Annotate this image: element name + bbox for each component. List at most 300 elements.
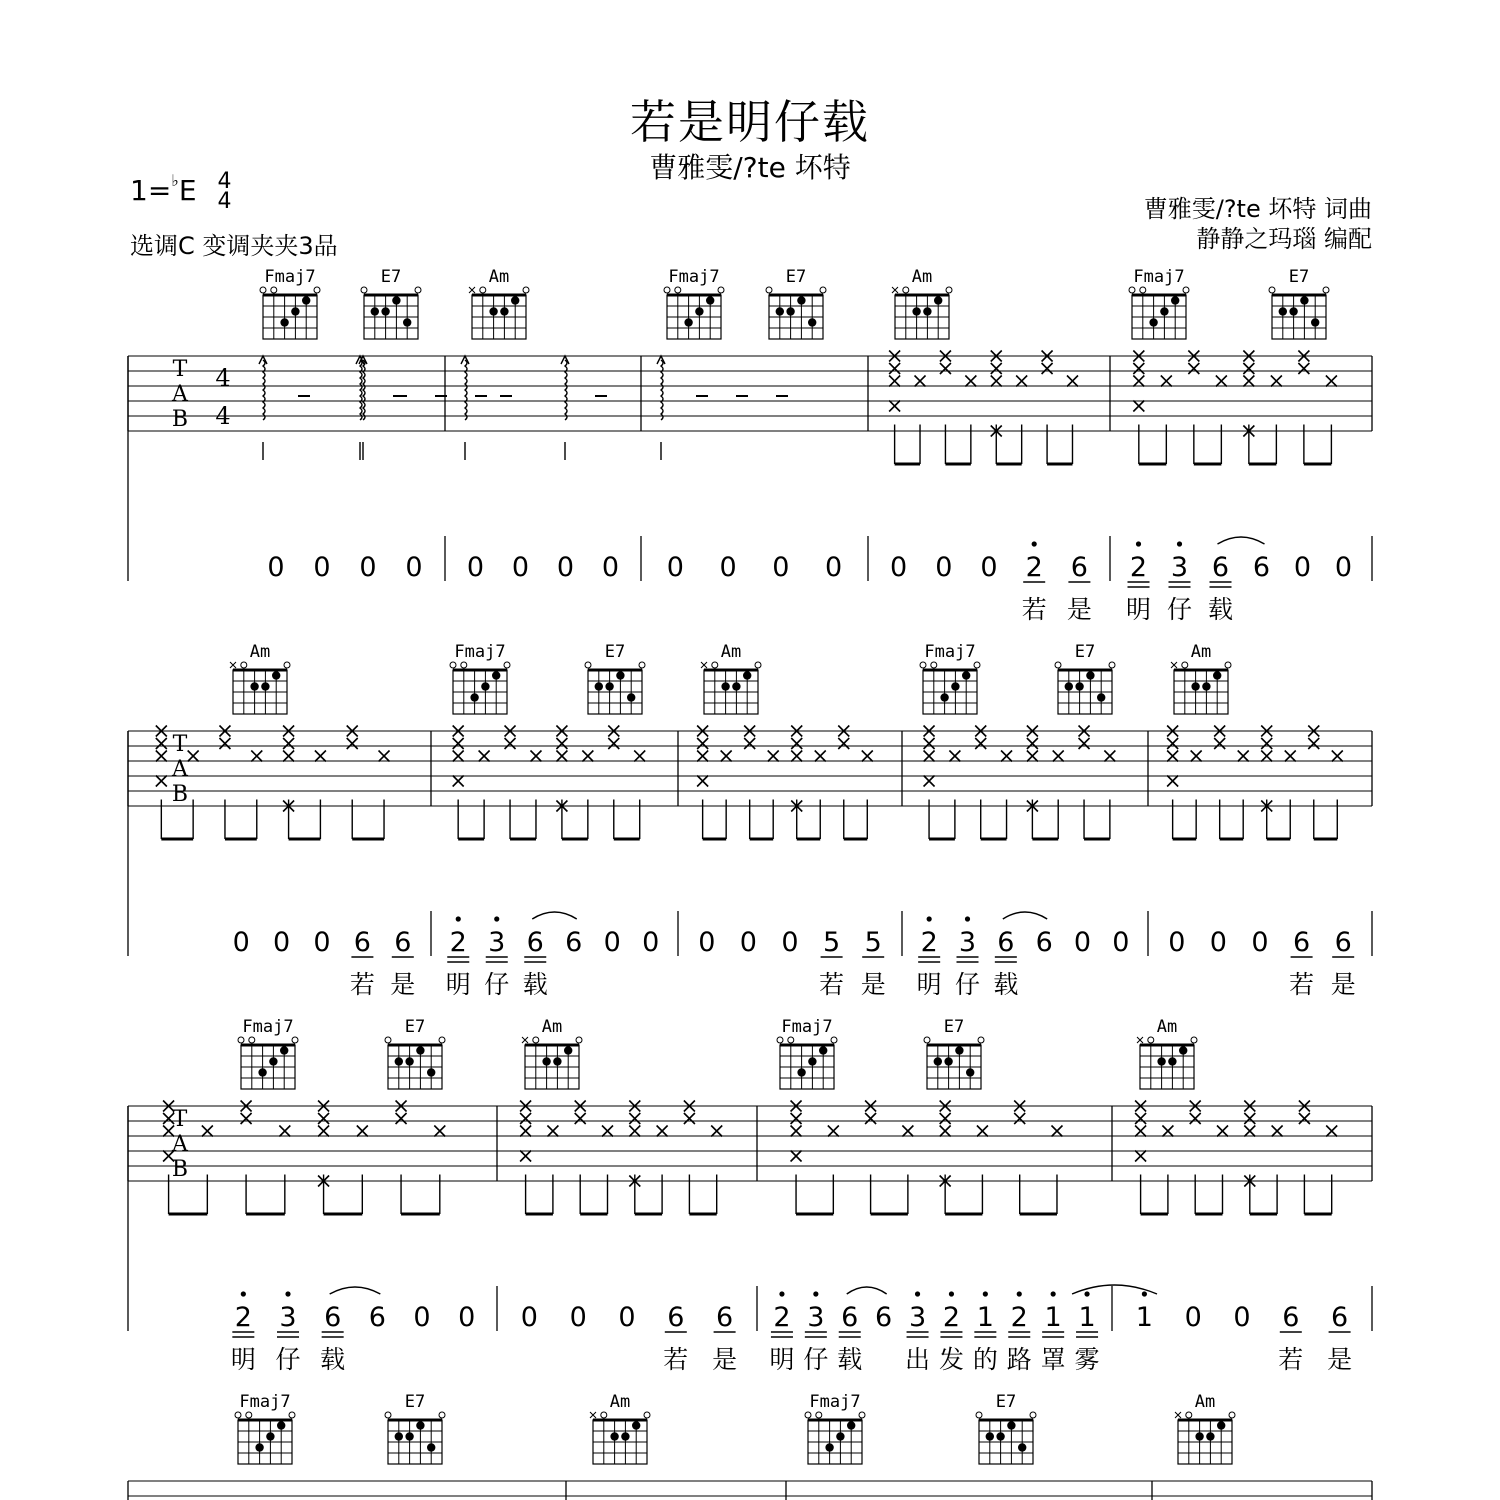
chord-name-label: E7 bbox=[404, 1392, 426, 1412]
finger-dot bbox=[776, 307, 784, 315]
open-string-icon bbox=[755, 662, 761, 668]
chord-name-label: Am bbox=[720, 642, 742, 662]
finger-dot bbox=[405, 1057, 413, 1065]
tab-x-note bbox=[684, 1113, 695, 1124]
chord-diagram-e7 bbox=[385, 1017, 445, 1089]
tab-x-note bbox=[318, 1113, 329, 1124]
octave-dot bbox=[1032, 541, 1037, 546]
tab-x-note bbox=[556, 738, 567, 749]
tab-x-note bbox=[188, 751, 199, 762]
jianpu-note: 0 bbox=[359, 552, 377, 583]
finger-dot bbox=[266, 1432, 274, 1440]
key-prefix: 1= bbox=[130, 174, 172, 207]
finger-dot bbox=[944, 1057, 952, 1065]
finger-dot bbox=[934, 1057, 942, 1065]
finger-dot bbox=[1171, 296, 1179, 304]
finger-dot bbox=[797, 296, 805, 304]
finger-dot bbox=[553, 1057, 561, 1065]
jianpu-note: 2 bbox=[1129, 552, 1148, 583]
tab-x-note bbox=[838, 738, 849, 749]
jianpu-measure bbox=[233, 927, 416, 999]
tab-x-note bbox=[1326, 1126, 1337, 1137]
jianpu-note: 6 bbox=[324, 1302, 342, 1333]
lyric-char: 是 bbox=[1066, 595, 1092, 624]
tab-x-note bbox=[1027, 738, 1038, 749]
chord-name-label: Fmaj7 bbox=[809, 1392, 861, 1412]
open-string-icon bbox=[931, 662, 937, 668]
jianpu-measure bbox=[769, 1285, 1157, 1374]
chord-name-label: Am bbox=[609, 1392, 631, 1412]
jianpu-note: 0 bbox=[466, 552, 485, 583]
finger-dot bbox=[912, 307, 920, 315]
finger-dot bbox=[405, 1432, 413, 1440]
finger-dot bbox=[416, 1046, 424, 1054]
finger-dot bbox=[951, 682, 959, 690]
chord-diagram-fmaj7 bbox=[235, 1392, 295, 1464]
tab-x-note bbox=[283, 738, 294, 749]
tab-x-note bbox=[1217, 1126, 1228, 1137]
tab-x-note bbox=[1244, 1113, 1255, 1124]
jianpu-note: 0 bbox=[1209, 927, 1227, 958]
chord-name-label: E7 bbox=[1074, 642, 1096, 662]
open-string-icon bbox=[831, 1037, 837, 1043]
tab-x-note bbox=[520, 1126, 531, 1137]
finger-dot bbox=[1311, 318, 1319, 326]
jianpu-measure bbox=[1168, 927, 1356, 999]
jianpu-note: 0 bbox=[232, 927, 250, 958]
jianpu-note: 6 bbox=[1282, 1302, 1300, 1333]
arpeggio-icon bbox=[657, 356, 665, 420]
finger-dot bbox=[1206, 1432, 1214, 1440]
tab-x-note bbox=[697, 776, 708, 787]
arpeggio-icon bbox=[461, 356, 469, 420]
credit-arranger: 静静之玛瑙 编配 bbox=[1196, 225, 1372, 253]
finger-dot bbox=[416, 1421, 424, 1429]
open-string-icon bbox=[976, 1412, 982, 1418]
time-bottom: 4 bbox=[217, 189, 232, 214]
lyric-char: 仔 bbox=[1166, 595, 1193, 624]
tab-x-note bbox=[865, 1113, 876, 1124]
octave-dot bbox=[965, 916, 970, 921]
tab-x-note bbox=[1104, 751, 1115, 762]
tab-x-note bbox=[547, 1126, 558, 1137]
tab-x-note bbox=[815, 751, 826, 762]
arpeggio-icon bbox=[259, 356, 267, 420]
octave-dot bbox=[1177, 541, 1182, 546]
tab-x-note bbox=[975, 738, 986, 749]
tab-x-note bbox=[1133, 376, 1144, 387]
tab-x-note bbox=[1135, 1151, 1146, 1162]
jianpu-note: 6 bbox=[841, 1302, 859, 1333]
lyric-char: 载 bbox=[837, 1345, 863, 1374]
open-string-icon bbox=[675, 287, 681, 293]
tab-x-note bbox=[889, 401, 900, 412]
tab-x-note bbox=[156, 751, 167, 762]
octave-dot bbox=[1136, 541, 1141, 546]
chord-diagram-fmaj7 bbox=[260, 267, 320, 339]
tab-x-note bbox=[1027, 751, 1038, 762]
jianpu-note: 0 bbox=[666, 552, 684, 583]
chord-name-label: Am bbox=[249, 642, 271, 662]
jianpu-measure bbox=[1136, 1291, 1352, 1374]
jianpu-note: 0 bbox=[1168, 927, 1186, 958]
jianpu-note: 0 bbox=[267, 552, 285, 583]
tab-x-note bbox=[582, 751, 593, 762]
jianpu-note: 6 bbox=[1252, 552, 1271, 583]
finger-dot bbox=[395, 1432, 403, 1440]
jianpu-note: 0 bbox=[618, 1302, 636, 1333]
open-string-icon bbox=[260, 287, 266, 293]
finger-dot bbox=[605, 682, 613, 690]
open-string-icon bbox=[1229, 1412, 1235, 1418]
chord-diagram-fmaj7 bbox=[777, 1017, 837, 1089]
finger-dot bbox=[1289, 307, 1297, 315]
jianpu-note: 0 bbox=[556, 552, 575, 583]
octave-dot bbox=[1084, 1291, 1089, 1296]
open-string-icon bbox=[289, 1412, 295, 1418]
tab-x-note bbox=[1332, 751, 1343, 762]
tab-x-note bbox=[434, 1126, 445, 1137]
octave-dot bbox=[285, 1291, 290, 1296]
chord-name-label: Fmaj7 bbox=[781, 1017, 833, 1037]
lyric-char: 出 bbox=[905, 1345, 931, 1374]
lyric-char: 载 bbox=[320, 1345, 346, 1374]
open-string-icon bbox=[480, 287, 486, 293]
tab-x-note bbox=[347, 738, 358, 749]
staff-system-3 bbox=[128, 1017, 1372, 1374]
jianpu-measure bbox=[890, 541, 1092, 624]
finger-dot bbox=[481, 682, 489, 690]
jianpu-measure bbox=[1126, 537, 1352, 624]
lyric-char: 载 bbox=[522, 970, 548, 999]
tab-x-note bbox=[629, 1126, 640, 1137]
jianpu-note: 2 bbox=[942, 1302, 961, 1333]
lyric-char: 明 bbox=[916, 970, 942, 999]
finger-dot bbox=[492, 671, 500, 679]
chord-name-label: Am bbox=[1156, 1017, 1178, 1037]
finger-dot bbox=[825, 1443, 833, 1451]
jianpu-measure bbox=[667, 552, 842, 583]
open-string-icon bbox=[241, 662, 247, 668]
staff-system-4 bbox=[128, 1392, 1372, 1500]
jianpu-note: 1 bbox=[1078, 1302, 1096, 1333]
chord-name-label: Fmaj7 bbox=[1133, 267, 1185, 287]
key-note: E bbox=[178, 174, 197, 207]
finger-dot bbox=[1202, 682, 1210, 690]
finger-dot bbox=[695, 307, 703, 315]
tab-x-note bbox=[1188, 363, 1199, 374]
finger-dot bbox=[955, 1046, 963, 1054]
tab-x-note bbox=[744, 738, 755, 749]
open-string-icon bbox=[235, 1412, 241, 1418]
finger-dot bbox=[395, 1057, 403, 1065]
tab-x-note bbox=[608, 738, 619, 749]
finger-dot bbox=[847, 1421, 855, 1429]
chord-name-label: Fmaj7 bbox=[668, 267, 720, 287]
jianpu-note: 0 bbox=[520, 1302, 538, 1333]
lyric-char: 若 bbox=[349, 970, 375, 999]
tab-x-note bbox=[791, 1151, 802, 1162]
open-string-icon bbox=[1225, 662, 1231, 668]
chord-diagram-am bbox=[1137, 1017, 1197, 1089]
finger-dot bbox=[1168, 1057, 1176, 1065]
open-string-icon bbox=[576, 1037, 582, 1043]
jianpu-note: 0 bbox=[980, 552, 998, 583]
tab-x-note bbox=[219, 738, 230, 749]
tab-x-note bbox=[241, 1113, 252, 1124]
tab-x-note bbox=[556, 751, 567, 762]
lyric-char: 仔 bbox=[954, 970, 981, 999]
tie-arc bbox=[532, 912, 577, 919]
lyric-char: 若 bbox=[1289, 970, 1315, 999]
jianpu-note: 6 bbox=[526, 927, 544, 958]
finger-dot bbox=[280, 1046, 288, 1054]
jianpu-note: 6 bbox=[353, 927, 371, 958]
tab-x-note bbox=[1016, 376, 1027, 387]
tab-x-note bbox=[479, 751, 490, 762]
jianpu-note: 5 bbox=[823, 927, 841, 958]
open-string-icon bbox=[718, 287, 724, 293]
open-string-icon bbox=[284, 662, 290, 668]
jianpu-note: 0 bbox=[273, 927, 291, 958]
tab-clef-label: T bbox=[172, 357, 188, 382]
finger-dot bbox=[1007, 1421, 1015, 1429]
tab-x-note bbox=[1261, 751, 1272, 762]
jianpu-note: 6 bbox=[667, 1302, 685, 1333]
muted-string-icon bbox=[1175, 1412, 1181, 1418]
tab-x-note bbox=[1162, 1126, 1173, 1137]
tab-x-note bbox=[1051, 1126, 1062, 1137]
finger-dot bbox=[1075, 682, 1083, 690]
octave-dot bbox=[983, 1291, 988, 1296]
tab-x-note bbox=[1042, 363, 1053, 374]
tab-x-note bbox=[357, 1126, 368, 1137]
tab-time-top: 4 bbox=[215, 364, 231, 392]
octave-dot bbox=[1142, 1291, 1147, 1296]
jianpu-note: 3 bbox=[908, 1302, 927, 1333]
jianpu-note: 0 bbox=[1293, 552, 1312, 583]
time-top: 4 bbox=[217, 169, 232, 194]
chord-diagram-am bbox=[1175, 1392, 1235, 1464]
finger-dot bbox=[743, 671, 751, 679]
jianpu-measure bbox=[467, 552, 619, 583]
open-string-icon bbox=[533, 1037, 539, 1043]
tab-x-note bbox=[924, 751, 935, 762]
open-string-icon bbox=[712, 662, 718, 668]
lyric-char: 载 bbox=[993, 970, 1019, 999]
jianpu-note: 2 bbox=[449, 927, 467, 958]
lyric-char: 若 bbox=[1278, 1345, 1304, 1374]
jianpu-measure bbox=[521, 1302, 737, 1374]
tab-x-note bbox=[862, 751, 873, 762]
chord-name-label: E7 bbox=[380, 267, 402, 287]
muted-string-icon bbox=[1171, 662, 1177, 668]
open-string-icon bbox=[1186, 1412, 1192, 1418]
open-string-icon bbox=[859, 1412, 865, 1418]
finger-dot bbox=[940, 693, 948, 701]
tab-x-note bbox=[791, 751, 802, 762]
open-string-icon bbox=[238, 1037, 244, 1043]
tab-x-note bbox=[991, 376, 1002, 387]
jianpu-note: 0 bbox=[1233, 1302, 1251, 1333]
lyric-char: 是 bbox=[1327, 1345, 1353, 1374]
open-string-icon bbox=[974, 662, 980, 668]
tab-x-note bbox=[940, 1126, 951, 1137]
jianpu-note: 1 bbox=[1135, 1302, 1153, 1333]
lyric-char: 罩 bbox=[1040, 1345, 1066, 1374]
chord-name-label: Am bbox=[541, 1017, 563, 1037]
tab-x-note bbox=[283, 751, 294, 762]
tab-clef-label: T bbox=[172, 1107, 188, 1132]
jianpu-note: 3 bbox=[279, 1302, 297, 1333]
tab-x-note bbox=[1067, 376, 1078, 387]
tab-x-note bbox=[1190, 1113, 1201, 1124]
finger-dot bbox=[291, 307, 299, 315]
finger-dot bbox=[258, 1068, 266, 1076]
chord-diagram-am bbox=[590, 1392, 650, 1464]
tab-x-note bbox=[530, 751, 541, 762]
finger-dot bbox=[255, 1443, 263, 1451]
finger-dot bbox=[808, 318, 816, 326]
tab-clef-label: B bbox=[171, 782, 189, 807]
finger-dot bbox=[427, 1443, 435, 1451]
tab-x-note bbox=[915, 376, 926, 387]
open-string-icon bbox=[639, 662, 645, 668]
jianpu-note: 0 bbox=[719, 552, 737, 583]
finger-dot bbox=[500, 307, 508, 315]
tab-clef-label: A bbox=[172, 1132, 188, 1157]
jianpu-note: 6 bbox=[1035, 927, 1053, 958]
tab-x-note bbox=[1216, 376, 1227, 387]
open-string-icon bbox=[920, 662, 926, 668]
tab-x-note bbox=[520, 1151, 531, 1162]
tab-x-note bbox=[1272, 1126, 1283, 1137]
chord-name-label: Am bbox=[1190, 642, 1212, 662]
jianpu-note: 0 bbox=[1184, 1302, 1202, 1333]
tab-x-note bbox=[156, 776, 167, 787]
tab-x-note bbox=[1261, 738, 1272, 749]
finger-dot bbox=[595, 682, 603, 690]
chord-diagram-e7 bbox=[585, 642, 645, 714]
open-string-icon bbox=[439, 1037, 445, 1043]
open-string-icon bbox=[1055, 662, 1061, 668]
jianpu-note: 0 bbox=[569, 1302, 587, 1333]
tab-x-note bbox=[1079, 738, 1090, 749]
tab-x-note bbox=[697, 751, 708, 762]
finger-dot bbox=[1160, 307, 1168, 315]
muted-string-icon bbox=[590, 1412, 596, 1418]
finger-dot bbox=[786, 307, 794, 315]
finger-dot bbox=[732, 682, 740, 690]
jianpu-note: 0 bbox=[642, 927, 660, 958]
finger-dot bbox=[819, 1046, 827, 1054]
tab-clef-label: T bbox=[172, 732, 188, 757]
chord-diagram-fmaj7 bbox=[238, 1017, 298, 1089]
finger-dot bbox=[1191, 682, 1199, 690]
finger-dot bbox=[1179, 1046, 1187, 1054]
tab-x-note bbox=[202, 1126, 213, 1137]
chord-name-label: E7 bbox=[404, 1017, 426, 1037]
chord-diagram-am bbox=[230, 642, 290, 714]
chord-diagram-e7 bbox=[1055, 642, 1115, 714]
octave-dot bbox=[241, 1291, 246, 1296]
jianpu-note: 0 bbox=[739, 927, 757, 958]
tab-x-note bbox=[602, 1126, 613, 1137]
finger-dot bbox=[392, 296, 400, 304]
tab-x-note bbox=[1191, 751, 1202, 762]
lyric-char: 是 bbox=[712, 1345, 738, 1374]
chord-name-label: Fmaj7 bbox=[264, 267, 316, 287]
finger-dot bbox=[1149, 318, 1157, 326]
jianpu-measure bbox=[446, 912, 660, 999]
jianpu-note: 0 bbox=[772, 552, 790, 583]
finger-dot bbox=[261, 682, 269, 690]
lyric-char: 是 bbox=[860, 970, 886, 999]
open-string-icon bbox=[361, 287, 367, 293]
jianpu-note: 6 bbox=[1331, 1302, 1349, 1333]
chord-name-label: E7 bbox=[995, 1392, 1017, 1412]
chord-name-label: Am bbox=[911, 267, 933, 287]
lyric-char: 仔 bbox=[275, 1345, 301, 1374]
jianpu-measure bbox=[698, 927, 886, 999]
jianpu-note: 0 bbox=[1073, 927, 1092, 958]
finger-dot bbox=[986, 1432, 994, 1440]
chord-name-label: Fmaj7 bbox=[239, 1392, 291, 1412]
octave-dot bbox=[494, 916, 499, 921]
chord-diagram-e7 bbox=[385, 1392, 445, 1464]
muted-string-icon bbox=[892, 287, 898, 293]
tab-x-note bbox=[629, 1113, 640, 1124]
finger-dot bbox=[277, 1421, 285, 1429]
chord-diagram-e7 bbox=[976, 1392, 1036, 1464]
open-string-icon bbox=[601, 1412, 607, 1418]
open-string-icon bbox=[1323, 287, 1329, 293]
tab-x-note bbox=[768, 751, 779, 762]
tab-x-note bbox=[721, 751, 732, 762]
finger-dot bbox=[1157, 1057, 1165, 1065]
octave-dot bbox=[1017, 1291, 1022, 1296]
open-string-icon bbox=[450, 662, 456, 668]
finger-dot bbox=[564, 1046, 572, 1054]
chord-name-label: E7 bbox=[943, 1017, 965, 1037]
jianpu-note: 6 bbox=[1211, 552, 1230, 583]
chord-diagram-fmaj7 bbox=[920, 642, 980, 714]
open-string-icon bbox=[978, 1037, 984, 1043]
open-string-icon bbox=[439, 1412, 445, 1418]
tab-x-note bbox=[156, 738, 167, 749]
jianpu-measure bbox=[267, 552, 422, 583]
tab-x-note bbox=[949, 751, 960, 762]
tab-x-note bbox=[924, 776, 935, 787]
finger-dot bbox=[632, 1421, 640, 1429]
finger-dot bbox=[836, 1432, 844, 1440]
tie-arc bbox=[847, 1287, 887, 1294]
lyric-char: 明 bbox=[769, 1345, 795, 1374]
lyric-char: 明 bbox=[230, 1345, 256, 1374]
chord-diagram-am bbox=[469, 267, 529, 339]
jianpu-note: 1 bbox=[1044, 1302, 1062, 1333]
jianpu-note: 0 bbox=[1334, 552, 1353, 583]
chord-diagram-am bbox=[892, 267, 952, 339]
tab-x-note bbox=[889, 363, 900, 374]
open-string-icon bbox=[805, 1412, 811, 1418]
jianpu-note: 0 bbox=[935, 552, 953, 583]
tab-x-note bbox=[1326, 376, 1337, 387]
tab-x-note bbox=[902, 1126, 913, 1137]
jianpu-note: 0 bbox=[413, 1302, 431, 1333]
finger-dot bbox=[797, 1068, 805, 1076]
open-string-icon bbox=[461, 662, 467, 668]
